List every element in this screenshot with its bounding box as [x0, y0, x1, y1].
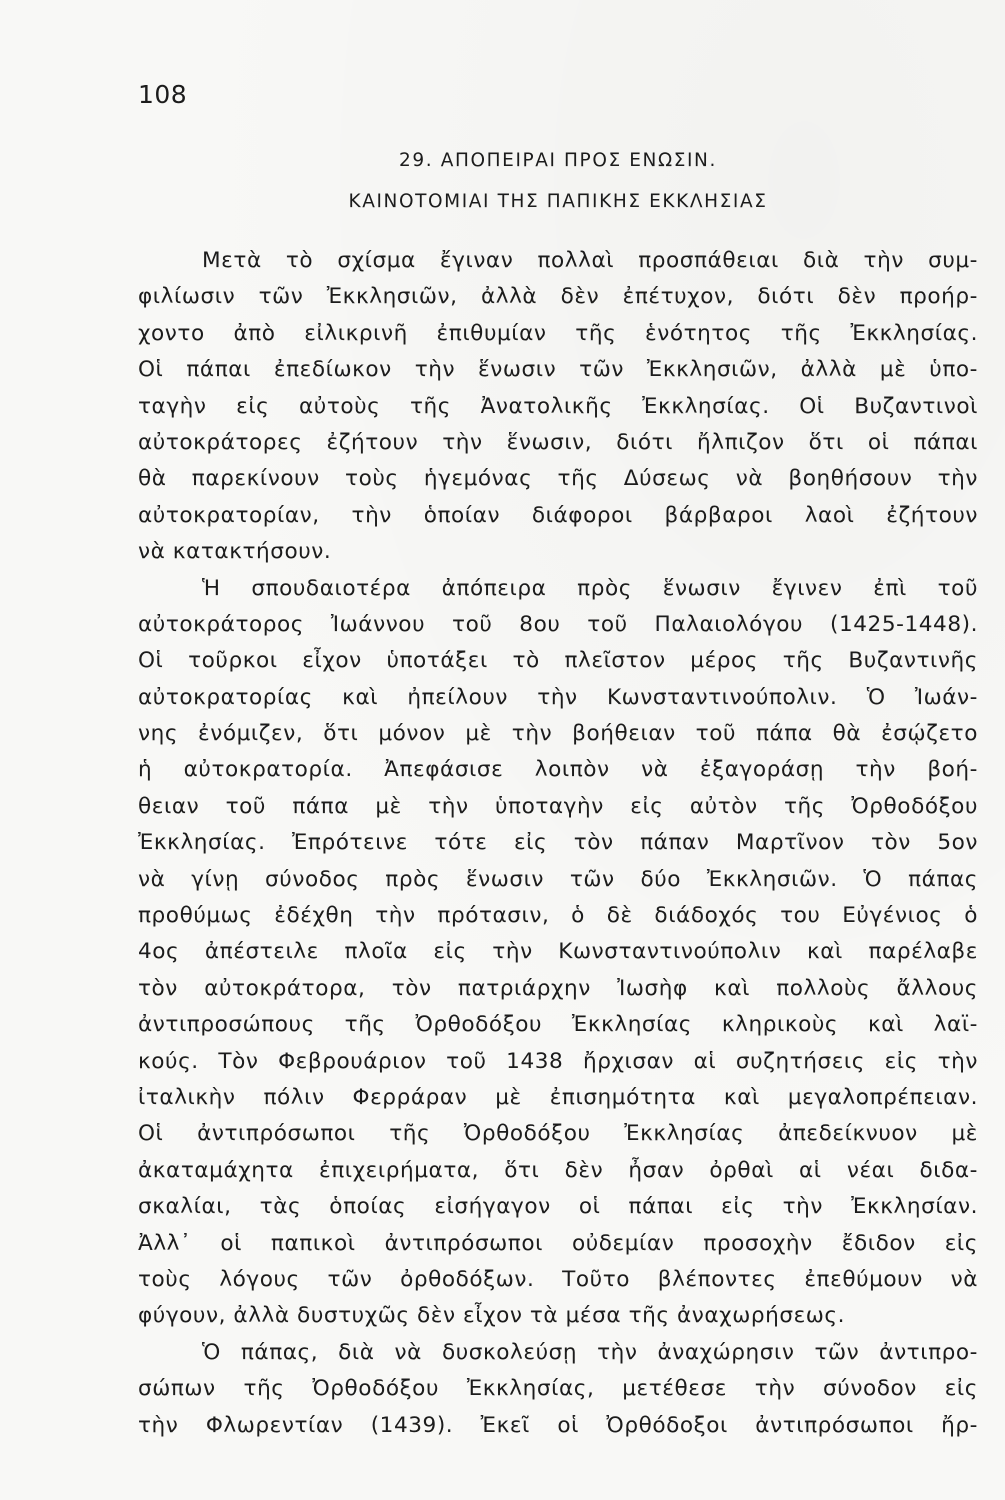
text-line: Μετὰ τὸ σχίσμα ἔγιναν πολλαὶ προσπάθειαι διὰ τὴν συμ-: [202, 248, 978, 273]
text-line: προθύμως ἐδέχθη τὴν πρότασιν, ὁ δὲ διάδοχός του Εὐγένιος ὁ: [138, 903, 978, 929]
chapter-subheading: ΚΑΙΝΟΤΟΜΙΑΙ ΤΗΣ ΠΑΠΙΚΗΣ ΕΚΚΛΗΣΙΑΣ: [348, 191, 768, 212]
text-line: ἀκαταμάχητα ἐπιχειρήματα, ὅτι δὲν ἦσαν ὀρθαὶ αἱ νέαι διδα-: [138, 1157, 978, 1183]
text-line: θὰ παρεκίνουν τοὺς ἡγεμόνας τῆς Δύσεως νὰ βοηθήσουν τὴν: [138, 466, 978, 492]
text-line: τὴν Φλωρεντίαν (1439). Ἐκεῖ οἱ Ὀρθόδοξοι ἀντιπρόσωποι ἤρ-: [138, 1412, 978, 1438]
text-line: ἡ αὐτοκρατορία. Ἀπεφάσισε λοιπὸν νὰ ἐξαγοράσῃ τὴν βοή-: [138, 757, 978, 783]
page-number: 108: [138, 80, 188, 109]
text-line: κούς. Τὸν Φεβρουάριον τοῦ 1438 ἤρχισαν αἱ συζητήσεις εἰς τὴν: [138, 1048, 978, 1074]
text-line: σκαλίαι, τὰς ὁποίας εἰσήγαγον οἱ πάπαι εἰς τὴν Ἐκκλησίαν.: [138, 1194, 978, 1220]
text-line: τοὺς λόγους τῶν ὀρθοδόξων. Τοῦτο βλέποντες ἐπεθύμουν νὰ: [138, 1266, 978, 1292]
text-line: νὰ γίνῃ σύνοδος πρὸς ἕνωσιν τῶν δύο Ἐκκλησιῶν. Ὁ πάπας: [138, 866, 978, 892]
text-line: σώπων τῆς Ὀρθοδόξου Ἐκκλησίας, μετέθεσε τὴν σύνοδον εἰς: [138, 1376, 978, 1402]
text-line: αὐτοκράτορος Ἰωάννου τοῦ 8ου τοῦ Παλαιολόγου (1425-1448).: [138, 611, 978, 637]
text-line: φύγουν, ἀλλὰ δυστυχῶς δὲν εἶχον τὰ μέσα τῆς ἀναχωρήσεως.: [138, 1303, 846, 1329]
text-line: Οἱ τοῦρκοι εἶχον ὑποτάξει τὸ πλεῖστον μέρος τῆς Βυζαντινῆς: [138, 648, 978, 674]
text-line: ἀντιπροσώπους τῆς Ὀρθοδόξου Ἐκκλησίας κληρικοὺς καὶ λαϊ-: [138, 1012, 978, 1038]
text-line: Ἀλλ᾽ οἱ παπικοὶ ἀντιπρόσωποι οὐδεμίαν προσοχὴν ἔδιδον εἰς: [138, 1230, 978, 1256]
text-line: 4ος ἀπέστειλε πλοῖα εἰς τὴν Κωνσταντινούπολιν καὶ παρέλαβε: [138, 939, 978, 965]
text-line: Ἡ σπουδαιοτέρα ἀπόπειρα πρὸς ἕνωσιν ἔγινεν ἐπὶ τοῦ: [202, 575, 978, 601]
text-line: τὸν αὐτοκράτορα, τὸν πατριάρχην Ἰωσὴφ καὶ πολλοὺς ἄλλους: [138, 975, 978, 1001]
text-line: Ἐκκλησίας. Ἐπρότεινε τότε εἰς τὸν πάπαν Μαρτῖνον τὸν 5ον: [138, 830, 978, 856]
text-line: νὰ κατακτήσουν.: [138, 539, 332, 565]
text-line: Οἱ ἀντιπρόσωποι τῆς Ὀρθοδόξου Ἐκκλησίας ἀπεδείκνυον μὲ: [138, 1121, 978, 1147]
text-line: αὐτοκράτορες ἐζήτουν τὴν ἕνωσιν, διότι ἤλπιζον ὅτι οἱ πάπαι: [138, 429, 978, 455]
text-line: ἰταλικὴν πόλιν Φερράραν μὲ ἐπισημότητα καὶ μεγαλοπρέπειαν.: [138, 1084, 978, 1110]
text-line: χοντο ἀπὸ εἰλικρινῆ ἐπιθυμίαν τῆς ἑνότητος τῆς Ἐκκλησίας.: [138, 320, 978, 346]
text-line: νης ἐνόμιζεν, ὅτι μόνον μὲ τὴν βοήθειαν τοῦ πάπα θὰ ἐσῴζετο: [138, 721, 978, 747]
text-line: Οἱ πάπαι ἐπεδίωκον τὴν ἕνωσιν τῶν Ἐκκλησιῶν, ἀλλὰ μὲ ὑπο-: [138, 357, 978, 383]
text-line: αὐτοκρατορίαν, τὴν ὁποίαν διάφοροι βάρβαροι λαοὶ ἐζήτουν: [138, 502, 978, 528]
text-line: Ὁ πάπας, διὰ νὰ δυσκολεύσῃ τὴν ἀναχώρησιν τῶν ἀντιπρο-: [202, 1339, 978, 1365]
text-line: φιλίωσιν τῶν Ἐκκλησιῶν, ἀλλὰ δὲν ἐπέτυχον, διότι δὲν προήρ-: [138, 284, 978, 310]
text-line: θειαν τοῦ πάπα μὲ τὴν ὑποταγὴν εἰς αὐτὸν τῆς Ὀρθοδόξου: [138, 793, 978, 819]
body-text: [138, 243, 978, 1444]
text-line: αὐτοκρατορίας καὶ ἠπείλουν τὴν Κωνσταντινούπολιν. Ὁ Ἰωάν-: [138, 684, 978, 710]
chapter-heading: 29. ΑΠΟΠΕΙΡΑΙ ΠΡΟΣ ΕΝΩΣΙΝ.: [399, 150, 717, 171]
text-line: ταγὴν εἰς αὐτοὺς τῆς Ἀνατολικῆς Ἐκκλησίας. Οἱ Βυζαντινοὶ: [138, 393, 978, 419]
